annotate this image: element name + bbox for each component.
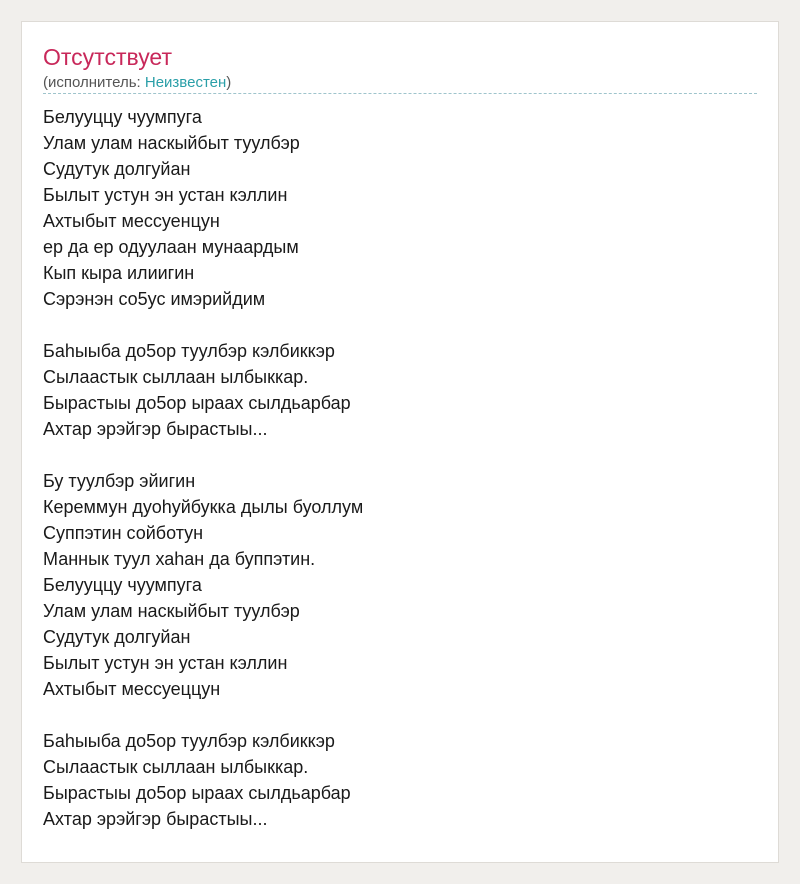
lyric-line: Сылаастык сыллаан ылбыккар. (43, 757, 309, 777)
lyric-line: Белууццу чуумпуга (43, 107, 202, 127)
stanza-break (43, 312, 758, 338)
lyric-line: Улам улам наскыйбыт туулбэр (43, 601, 300, 621)
artist-prefix: (исполнитель: (43, 74, 145, 91)
lyric-line: Бырастыы до5ор ыраах сылдьарбар (43, 393, 351, 413)
lyrics-text (43, 104, 758, 832)
lyric-line: Бу туулбэр эйигин (43, 471, 196, 491)
lyric-line: Судутук долгуйан (43, 627, 191, 647)
lyric-line: Бырастыы до5ор ыраах сылдьарбар (43, 783, 351, 803)
lyric-line: Кереммун дуоhуйбукка дылы буоллум (43, 497, 364, 517)
lyric-line: Кып кыра илиигин (43, 263, 195, 283)
lyric-line: Маннык туул хаhан да буппэтин. (43, 549, 316, 569)
lyric-line: Ахтар эрэйгэр бырастыы... (43, 419, 268, 439)
lyric-line: Сэрэнэн со5ус имэрийдим (43, 289, 266, 309)
lyric-line: Улам улам наскыйбыт туулбэр (43, 133, 300, 153)
lyric-line: Судутук долгуйан (43, 159, 191, 179)
header-divider (43, 93, 757, 94)
lyric-line: Ахтыбыт мессуенцун (43, 211, 220, 231)
artist-info (43, 73, 231, 93)
lyric-line: Баhыыба до5ор туулбэр кэлбиккэр (43, 341, 335, 361)
lyric-line: Суппэтин сойботун (43, 523, 204, 543)
song-title: Отсутствует (43, 44, 172, 70)
lyric-line: Былыт устун эн устан кэллин (43, 185, 288, 205)
lyric-line: Ахтар эрэйгэр бырастыы... (43, 809, 268, 829)
lyric-line: Ахтыбыт мессуеццун (43, 679, 221, 699)
lyric-line: Баhыыба до5ор туулбэр кэлбиккэр (43, 731, 335, 751)
lyric-line: Сылаастык сыллаан ылбыккар. (43, 367, 309, 387)
lyric-line: Белууццу чуумпуга (43, 575, 202, 595)
lyric-line: ер да ер одуулаан мунаардым (43, 237, 299, 257)
stanza-break (43, 442, 758, 468)
lyric-line: Былыт устун эн устан кэллин (43, 653, 288, 673)
artist-suffix: ) (226, 74, 232, 91)
stanza-break (43, 702, 758, 728)
lyrics-card (21, 21, 779, 863)
artist-link[interactable]: Неизвестен (144, 74, 227, 91)
